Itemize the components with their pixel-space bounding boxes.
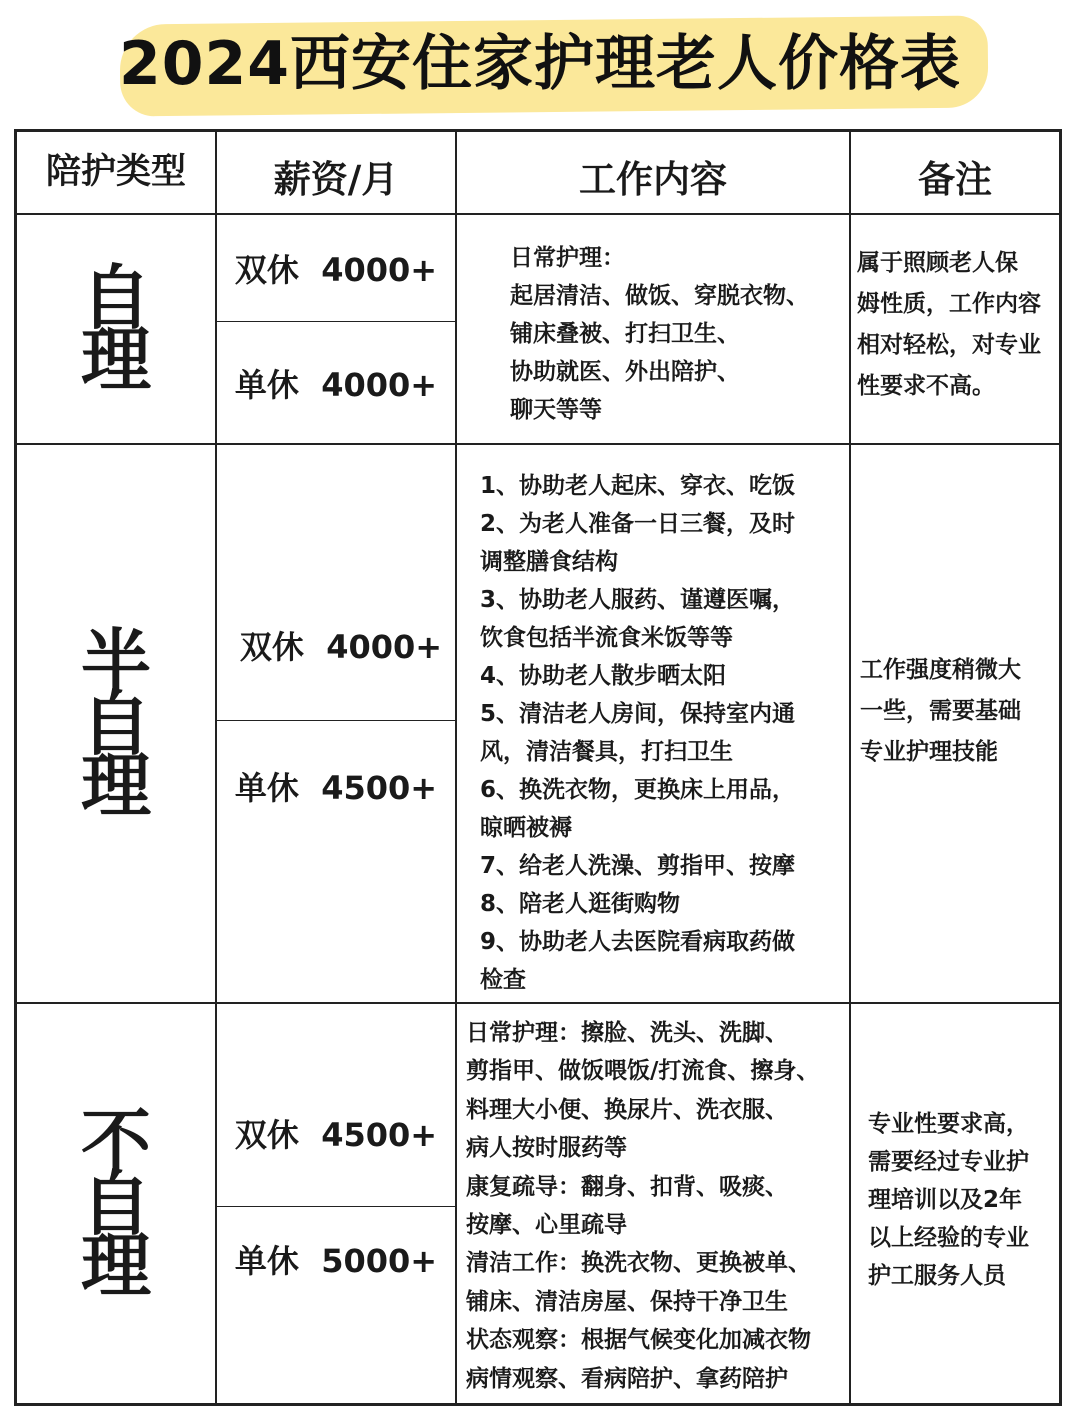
content-line: 聊天等等 — [510, 397, 602, 423]
content-cell — [510, 239, 845, 429]
salary-value: 双休 4000+ — [234, 251, 438, 289]
content-line: 料理大小便、换尿片、洗衣服、 — [466, 1096, 788, 1123]
note-line: 相对轻松，对专业 — [857, 332, 1041, 358]
header-note: 备注 — [918, 158, 992, 201]
content-line: 饮食包括半流食米饭等等 — [480, 625, 733, 651]
content-line: 状态观察：根据气候变化加减衣物 — [466, 1327, 811, 1354]
content-cell — [466, 1014, 856, 1398]
content-line: 起居清洁、做饭、穿脱衣物、 — [510, 283, 809, 309]
note-line: 需要经过专业护 — [868, 1149, 1029, 1175]
salary-value: 单休 4000+ — [234, 365, 438, 404]
table-border-right — [1059, 129, 1062, 1406]
salary-cell — [217, 322, 455, 443]
note-cell — [857, 243, 1057, 407]
note-line: 工作强度稍微大 — [860, 657, 1021, 683]
content-line: 日常护理： — [510, 245, 625, 271]
note-line: 护工服务人员 — [868, 1263, 1006, 1289]
salary-value: 双休 4000+ — [239, 628, 443, 666]
salary-cell — [217, 215, 455, 321]
content-line: 铺床、清洁房屋、保持干净卫生 — [466, 1288, 788, 1315]
content-line: 康复疏导：翻身、扣背、吸痰、 — [466, 1173, 788, 1200]
salary-value: 双休 4500+ — [234, 1116, 438, 1154]
type-cell — [17, 1004, 215, 1403]
content-cell — [480, 467, 846, 999]
header-type: 陪护类型 — [45, 152, 186, 192]
note-line: 理培训以及2年 — [868, 1187, 1023, 1213]
table-border-bottom — [14, 1403, 1062, 1406]
salary-value: 单休 4500+ — [234, 769, 438, 807]
content-line: 病人按时服药等 — [466, 1135, 627, 1162]
note-line: 以上经验的专业 — [868, 1225, 1029, 1251]
salary-cell — [217, 1207, 455, 1311]
content-line: 风，清洁餐具，打扫卫生 — [480, 739, 733, 765]
content-line: 4、协助老人散步晒太阳 — [480, 663, 727, 689]
content-line: 按摩、心里疏导 — [466, 1212, 627, 1239]
type-cell — [17, 445, 215, 1002]
page-title: 2024西安住家护理老人价格表 — [119, 29, 961, 99]
content-line: 7、给老人洗澡、剪指甲、按摩 — [480, 853, 796, 879]
content-line: 1、协助老人起床、穿衣、吃饭 — [480, 473, 796, 499]
content-line: 检查 — [480, 967, 526, 993]
note-line: 属于照顾老人保 — [857, 250, 1018, 276]
content-line: 2、为老人准备一日三餐，及时 — [480, 511, 796, 537]
note-line: 性要求不高。 — [857, 373, 995, 399]
care-type-label: 自理 — [81, 257, 151, 401]
salary-cell — [217, 721, 455, 851]
content-line: 病情观察、看病陪护、拿药陪护 — [466, 1365, 788, 1392]
note-cell — [860, 650, 1058, 773]
content-line: 5、清洁老人房间，保持室内通 — [480, 701, 796, 727]
care-type-label: 不自理 — [81, 1100, 151, 1307]
salary-value: 单休 5000+ — [234, 1242, 438, 1280]
header-content: 工作内容 — [579, 158, 727, 201]
note-line: 专业性要求高， — [868, 1111, 1029, 1137]
content-line: 协助就医、外出陪护、 — [510, 359, 740, 385]
content-line: 9、协助老人去医院看病取药做 — [480, 929, 796, 955]
content-line: 晾晒被褥 — [480, 815, 572, 841]
type-cell — [17, 215, 215, 443]
content-line: 6、换洗衣物，更换床上用品， — [480, 777, 796, 803]
care-type-label: 半自理 — [81, 620, 151, 827]
note-line: 一些，需要基础 — [860, 698, 1021, 724]
content-line: 剪指甲、做饭喂饭/打流食、擦身、 — [466, 1058, 820, 1085]
content-line: 3、协助老人服药、谨遵医嘱， — [480, 587, 796, 613]
note-cell — [868, 1105, 1058, 1295]
note-line: 姆性质，工作内容 — [857, 291, 1041, 317]
content-line: 8、陪老人逛街购物 — [480, 891, 681, 917]
content-line: 调整膳食结构 — [480, 549, 618, 575]
header-salary: 薪资/月 — [273, 158, 399, 201]
note-line: 专业护理技能 — [860, 739, 998, 765]
content-line: 清洁工作：换洗衣物、更换被单、 — [466, 1250, 811, 1277]
content-line: 铺床叠被、打扫卫生、 — [510, 321, 740, 347]
content-line: 日常护理：擦脸、洗头、洗脚、 — [466, 1020, 788, 1046]
